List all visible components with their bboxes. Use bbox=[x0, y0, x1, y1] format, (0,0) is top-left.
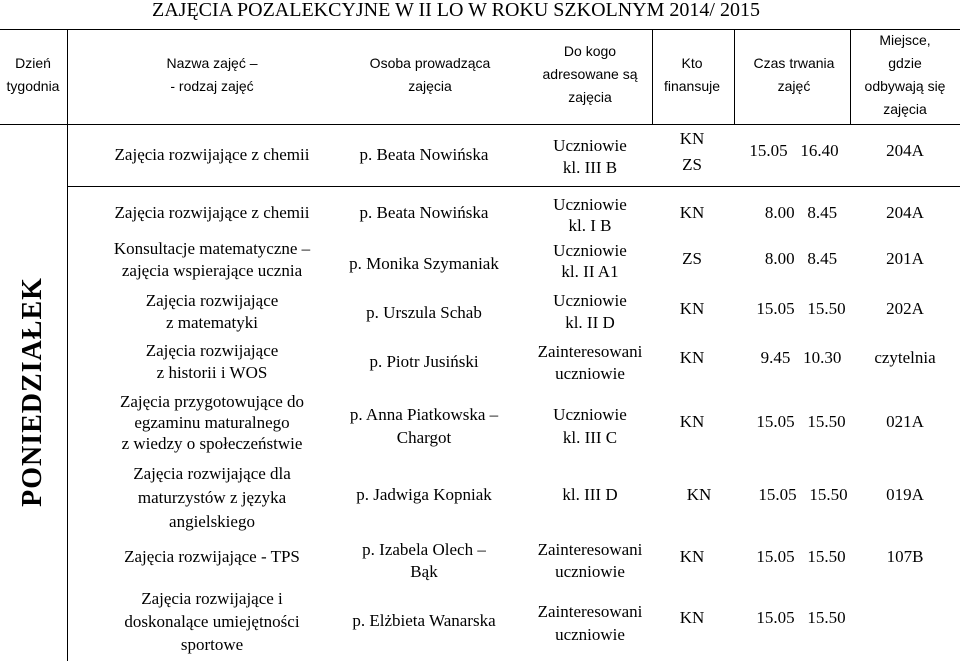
audience-line: kl. III C bbox=[562, 428, 618, 447]
room-cell: 107B bbox=[886, 547, 924, 566]
audience-line: kl. II A1 bbox=[561, 262, 619, 281]
activity-name-line: z historii i WOS bbox=[156, 363, 268, 382]
audience-cell: kl. III D bbox=[562, 485, 618, 504]
room-cell: 019A bbox=[886, 485, 924, 504]
row0-room: 204A bbox=[886, 141, 924, 160]
header-place-line2: gdzie bbox=[888, 55, 922, 71]
teacher-name bbox=[362, 539, 486, 583]
time-cell: 15.05 15.50 bbox=[756, 547, 846, 566]
activity-name bbox=[124, 587, 299, 656]
funder-cell: KN bbox=[679, 348, 705, 367]
activity-name bbox=[120, 391, 304, 454]
header-name bbox=[166, 56, 257, 93]
activity-name bbox=[114, 238, 310, 282]
teacher-name bbox=[350, 403, 498, 449]
activity-name-line: Zajęcia rozwijające z chemii bbox=[114, 203, 310, 222]
header-audience-line2: adresowane są bbox=[542, 66, 638, 82]
column-divider bbox=[734, 29, 735, 124]
header-place-line3: odbywają się bbox=[864, 78, 946, 94]
time-cell: 9.45 10.30 bbox=[760, 348, 842, 367]
activity-name-line: doskonalące umiejętności bbox=[124, 612, 300, 631]
activity-name-line: Zajęcia rozwijające i bbox=[141, 589, 283, 608]
audience-line: Zainteresowani bbox=[537, 602, 643, 621]
day-label: PONIEDZIAŁEK bbox=[17, 277, 48, 507]
header-name-line2: - rodzaj zajęć bbox=[170, 78, 254, 94]
time-cell: 15.05 15.50 bbox=[756, 412, 846, 431]
column-divider bbox=[67, 29, 68, 661]
row0-funder bbox=[680, 126, 705, 178]
activity-name-line: z wiedzy o społeczeństwie bbox=[121, 434, 303, 453]
header-place-line1: Miejsce, bbox=[879, 32, 931, 48]
header-teacher-line1: Osoba prowadząca bbox=[369, 55, 491, 71]
row0-funder-line1: KN bbox=[679, 129, 705, 148]
page-title: ZAJĘCIA POZALEKCYJNE W II LO W ROKU SZKOLNYM 2014/ 2015 bbox=[152, 0, 760, 21]
header-day-line1: Dzień bbox=[15, 55, 51, 71]
audience-line: Uczniowie bbox=[553, 291, 627, 310]
column-divider bbox=[652, 29, 653, 124]
header-top-rule bbox=[0, 29, 960, 30]
row0-teacher: p. Beata Nowińska bbox=[359, 145, 489, 164]
teacher-name: p. Jadwiga Kopniak bbox=[356, 485, 492, 504]
funder-cell: ZS bbox=[682, 249, 702, 268]
header-bottom-rule bbox=[0, 124, 960, 125]
column-divider bbox=[850, 29, 851, 124]
audience-line: kl. I B bbox=[568, 216, 612, 235]
funder-cell: KN bbox=[679, 203, 705, 222]
header-duration bbox=[754, 56, 835, 93]
teacher-name-line: p. Anna Piatkowska – bbox=[349, 405, 499, 424]
row0-audience-line1: Uczniowie bbox=[553, 136, 627, 155]
audience-cell bbox=[553, 194, 627, 236]
funder-cell: KN bbox=[686, 485, 712, 504]
activity-name-line: egzaminu maturalnego bbox=[134, 413, 290, 432]
teacher-name-line: p. Izabela Olech – bbox=[362, 540, 486, 559]
header-day bbox=[7, 56, 60, 93]
row0-name: Zajęcia rozwijające z chemii bbox=[114, 145, 310, 164]
funder-cell: KN bbox=[679, 299, 705, 318]
audience-line: uczniowie bbox=[555, 562, 625, 581]
activity-name-line: Zajęcia rozwijające bbox=[145, 291, 279, 310]
activity-name-line: z matematyki bbox=[165, 313, 259, 332]
header-funder bbox=[664, 56, 720, 93]
teacher-name: p. Piotr Jusiński bbox=[369, 352, 479, 371]
row0-audience-line2: kl. III B bbox=[562, 158, 618, 177]
audience-line: Zainteresowani bbox=[537, 540, 643, 559]
time-cell: 15.05 15.50 bbox=[758, 485, 848, 504]
room-cell: 201A bbox=[886, 249, 924, 268]
activity-name-line: sportowe bbox=[180, 635, 244, 654]
room-cell: czytelnia bbox=[874, 348, 936, 367]
header-duration-line2: zajęć bbox=[777, 78, 811, 94]
activity-name-line: Zajęcia rozwijające bbox=[145, 341, 279, 360]
room-cell: 204A bbox=[886, 203, 924, 222]
activity-name-line: zajęcia wspierające ucznia bbox=[121, 261, 303, 280]
header-place-line4: zajęcia bbox=[883, 101, 927, 117]
header-name-line1: Nazwa zajęć – bbox=[166, 55, 258, 71]
audience-cell bbox=[553, 403, 627, 449]
header-audience bbox=[543, 44, 638, 104]
audience-cell bbox=[538, 341, 643, 385]
header-audience-line1: Do kogo bbox=[563, 43, 617, 59]
header-audience-line3: zajęcia bbox=[568, 89, 612, 105]
header-teacher bbox=[370, 56, 491, 93]
header-teacher-line2: zajęcia bbox=[408, 78, 452, 94]
teacher-name: p. Monika Szymaniak bbox=[349, 254, 499, 273]
audience-line: uczniowie bbox=[555, 364, 625, 383]
time-cell: 8.00 8.45 bbox=[764, 249, 838, 268]
row0-time: 15.05 16.40 bbox=[749, 141, 839, 160]
audience-line: Zainteresowani bbox=[537, 342, 643, 361]
teacher-name: p. Elżbieta Wanarska bbox=[352, 611, 496, 630]
teacher-name: p. Urszula Schab bbox=[366, 303, 482, 322]
audience-line: kl. II D bbox=[565, 313, 615, 332]
teacher-name-line: Chargot bbox=[396, 428, 452, 447]
audience-line: uczniowie bbox=[555, 625, 625, 644]
activity-name-line: Konsultacje matematyczne – bbox=[113, 239, 311, 258]
activity-name bbox=[124, 548, 300, 565]
activity-name-line: Zajęcia rozwijające - TPS bbox=[124, 547, 300, 566]
activity-name-line: maturzystów z języka bbox=[137, 488, 287, 507]
header-place bbox=[865, 33, 946, 116]
room-cell: 021A bbox=[886, 412, 924, 431]
activity-name-line: angielskiego bbox=[169, 512, 255, 531]
funder-cell: KN bbox=[679, 547, 705, 566]
activity-name bbox=[146, 290, 279, 334]
funder-cell: KN bbox=[679, 412, 705, 431]
header-duration-line1: Czas trwania bbox=[753, 55, 835, 71]
row-separator bbox=[67, 186, 960, 187]
teacher-name: p. Beata Nowińska bbox=[359, 203, 489, 222]
time-cell: 15.05 15.50 bbox=[756, 608, 846, 627]
activity-name bbox=[133, 462, 291, 534]
row0-audience bbox=[553, 135, 627, 179]
room-cell: 202A bbox=[886, 299, 924, 318]
activity-name bbox=[146, 340, 279, 384]
audience-line: Uczniowie bbox=[553, 405, 627, 424]
header-funder-line1: Kto bbox=[681, 55, 703, 71]
row0-funder-line2: ZS bbox=[682, 155, 702, 174]
audience-line: Uczniowie bbox=[553, 241, 627, 260]
audience-cell bbox=[553, 290, 627, 334]
activity-name bbox=[115, 204, 310, 221]
header-funder-line2: finansuje bbox=[663, 78, 721, 94]
funder-cell: KN bbox=[679, 608, 705, 627]
activity-name-line: Zajęcia rozwijające dla bbox=[133, 464, 291, 483]
activity-name-line: Zajęcia przygotowujące do bbox=[119, 392, 305, 411]
time-cell: 8.00 8.45 bbox=[764, 203, 838, 222]
audience-line: Uczniowie bbox=[553, 195, 627, 214]
time-cell: 15.05 15.50 bbox=[756, 299, 846, 318]
header-day-line2: tygodnia bbox=[6, 78, 60, 94]
teacher-name-line: Bąk bbox=[410, 562, 438, 581]
audience-cell bbox=[538, 600, 643, 646]
audience-cell bbox=[553, 240, 627, 282]
audience-cell bbox=[538, 539, 643, 583]
